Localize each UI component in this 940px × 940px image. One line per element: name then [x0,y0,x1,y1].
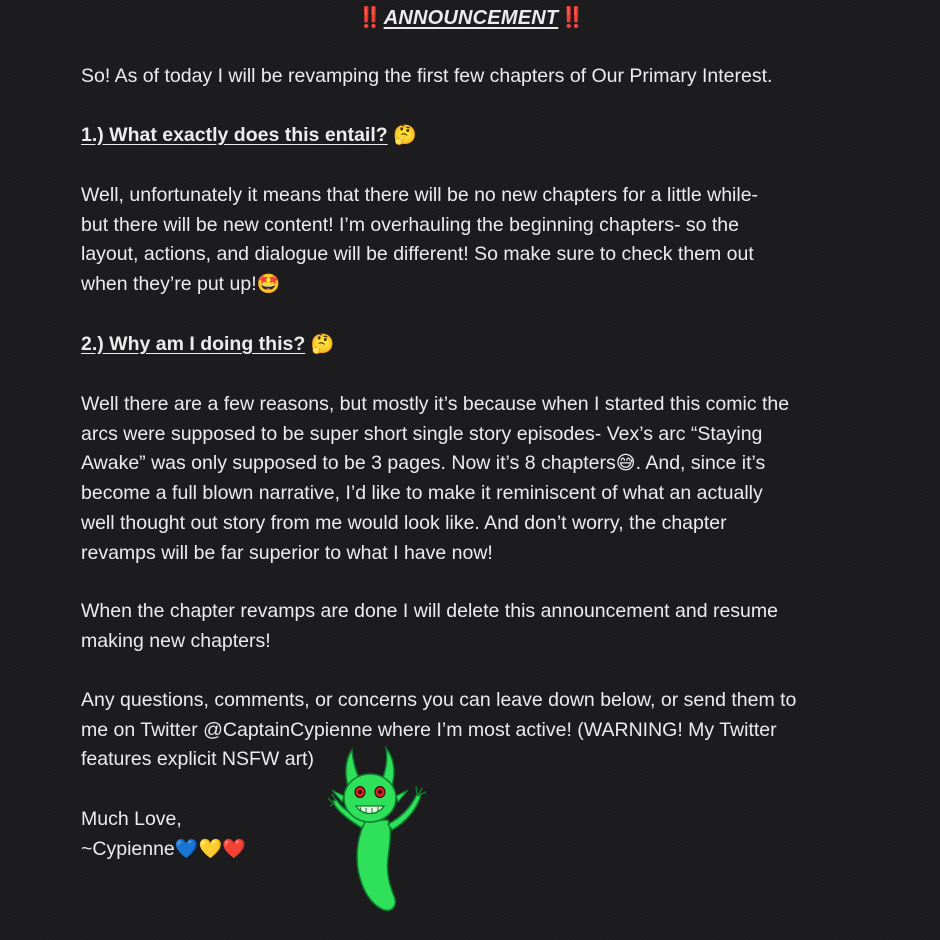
section2-line: become a full blown narrative, I’d like to make it reminiscent of what an actually [81,482,763,505]
section2-heading-row [81,330,881,360]
section1-line: but there will be new content! I’m overhauling the beginning chapters- so the [81,213,739,236]
section2-paragraph [81,390,881,568]
section2-line: Well there are a few reasons, but mostly it’s because when I started this comic the [81,393,790,415]
section2-line: Awake” was only supposed to be 3 pages. Now it’s 8 chapters [81,452,616,475]
double-exclamation-icon: ‼️ [357,7,380,29]
double-exclamation-icon: ‼️ [560,7,583,29]
intro-text: So! As of today I will be revamping the first few chapters of Our Primary Interest. [81,65,773,87]
signoff-greeting: Much Love, [81,808,182,830]
questions-line: me on Twitter @CaptainCypienne where I’m most active! (WARNING! My Twitter [81,718,777,741]
section1-heading-row [81,121,881,151]
star-struck-face-icon: 🤩 [256,273,281,296]
signoff [81,805,881,864]
section1-heading: 1.) What exactly does this entail? [81,124,388,146]
closing-paragraph [81,597,881,656]
thinking-face-icon: 🤔 [393,124,417,146]
thinking-face-icon: 🤔 [310,333,335,355]
hearts-icon: 💙💛❤️ [174,837,246,860]
closing-line: When the chapter revamps are done I will delete this announcement and resume [81,600,778,622]
section1-line: layout, actions, and dialogue will be different! So make sure to check them out [81,243,754,266]
section2-line: . And, since it’s [635,452,766,475]
signoff-name: ~Cypienne [81,837,175,860]
questions-line: features explicit NSFW art) [81,748,314,771]
section1-line: Well, unfortunately it means that there will be no new chapters for a little while- [81,184,759,206]
announcement-title [0,5,940,30]
section2-line: arcs were supposed to be super short single story episodes- Vex’s arc “Staying [81,422,763,445]
closing-line: making new chapters! [81,629,271,652]
intro-paragraph [81,62,881,92]
grinning-sweat-face-icon: 😅 [615,452,636,475]
green-imp-mascot-icon [326,746,430,914]
section1-line: when they’re put up! [81,273,257,296]
section2-line: revamps will be far superior to what I have now! [81,541,493,564]
questions-line: Any questions, comments, or concerns you can leave down below, or send them to [81,689,797,711]
section2-heading: 2.) Why am I doing this? [81,333,306,355]
questions-paragraph [81,686,881,775]
section1-paragraph [81,181,881,300]
title-text: ANNOUNCEMENT [383,7,559,29]
section2-line: well thought out story from me would look like. And don’t worry, the chapter [81,511,727,534]
